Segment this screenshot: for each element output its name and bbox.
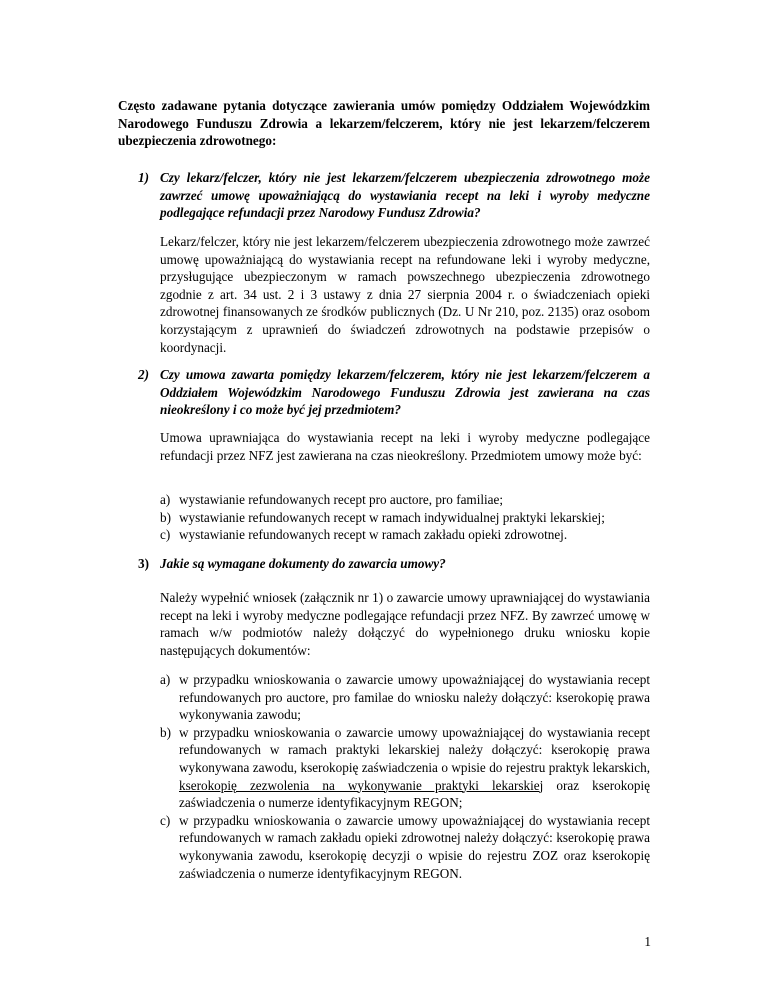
- question-text: Jakie są wymagane dokumenty do zawarcia umowy?: [160, 556, 446, 571]
- underlined-text: kserokopię zezwolenia na wykonywanie praktyki lekarskiej: [179, 777, 544, 793]
- list-item: c) wystawianie refundowanych recept w ramach zakładu opieki zdrowotnej.: [160, 527, 568, 543]
- list-item: c) w przypadku wnioskowania o zawarcie umowy upoważniającej do wystawiania recept refundowanych w ramach zakładu opieki zdrowotnej należy dołączyć: kserokopię prawa wykonywania zawodu, kserokopię decyzji o wpisie do rejestru ZOZ oraz kserokopię zaświadczenia o numerze identyfikacyjnym REGON.: [160, 812, 650, 881]
- answer-1: Lekarz/felczer, który nie jest lekarzem/felczerem ubezpieczenia zdrowotnego może zawrzeć umowę upoważniającą do wystawiania recept na refundowane leki i wyroby medyczne, przysługujące ubezpieczonym w ramach powszechnego ubezpieczenia zdrowotnego zgodnie z art. 34 ust. 2 i 3 ustawy z dnia 27 sierpnia 2004 r. o świadczeniach opieki zdrowotnej finansowanych ze środków publicznych (Dz. U Nr 210, poz. 2135) oraz osobom korzystającym z uprawnień do świadczeń zdrowotnych na podstawie przepisów o koordynacji.: [160, 234, 650, 355]
- question-text: Czy umowa zawarta pomiędzy lekarzem/felczerem, który nie jest lekarzem/felczerem a Oddziałem Wojewódzkim Narodowego Funduszu Zdrowia jest zawierana na czas nieokreślony i co może być jej przedmiotem?: [160, 367, 650, 418]
- answer-3-list: [160, 671, 650, 882]
- question-text: Czy lekarz/felczer, który nie jest lekarzem/felczerem ubezpieczenia zdrowotnego może zawrzeć umowę upoważniającą do wystawiania recept na leki i wyroby medyczne podlegające refundacji przez Narodowy Fundusz Zdrowia?: [160, 170, 650, 221]
- answer-2: Umowa uprawniająca do wystawiania recept na leki i wyroby medyczne podlegające refundacji przez NFZ jest zawierana na czas nieokreślony. Przedmiotem umowy może być:: [160, 430, 650, 463]
- question-3: [138, 555, 650, 573]
- answer-3: Należy wypełnić wniosek (załącznik nr 1) o zawarcie umowy uprawniającej do wystawiania recept na leki i wyroby medyczne podlegające refundacji przez NFZ. By zawrzeć umowę w ramach w/w podmiotów należy dołączyć do wypełnionego druku wniosku kopie następujących dokumentów:: [160, 590, 650, 658]
- answer-2-list: [160, 491, 650, 544]
- question-number: 2): [138, 367, 149, 382]
- question-number: 3): [138, 556, 149, 571]
- question-number: 1): [138, 170, 149, 185]
- list-item: b) w przypadku wnioskowania o zawarcie umowy upoważniającej do wystawiania recept refundowanych w ramach praktyki lekarskiej należy dołączyć: kserokopię prawa wykonywana zawodu, kserokopię zaświadczenia o wpisie do rejestru praktyk lekarskich, kserokopię zezwolenia na wykonywanie praktyki lekarskiej oraz kserokopię zaświadczenia o numerze identyfikacyjnym REGON;: [160, 724, 651, 811]
- list-item: b) wystawianie refundowanych recept w ramach indywidualnej praktyki lekarskiej;: [160, 509, 605, 525]
- list-item: a) wystawianie refundowanych recept pro auctore, pro familiae;: [160, 492, 504, 507]
- document-title: Często zadawane pytania dotyczące zawierania umów pomiędzy Oddziałem Wojewódzkim Narodowego Funduszu Zdrowia a lekarzem/felczerem, który nie jest lekarzem/felczerem ubezpieczenia zdrowotnego:: [118, 98, 650, 149]
- list-item: a) w przypadku wnioskowania o zawarcie umowy upoważniającej do wystawiania recept refundowanych pro auctore, pro familae do wniosku należy dołączyć: kserokopię prawa wykonywania zawodu;: [160, 672, 650, 723]
- question-2: [138, 366, 650, 419]
- page-number: 1: [644, 934, 651, 949]
- question-1: [138, 169, 650, 222]
